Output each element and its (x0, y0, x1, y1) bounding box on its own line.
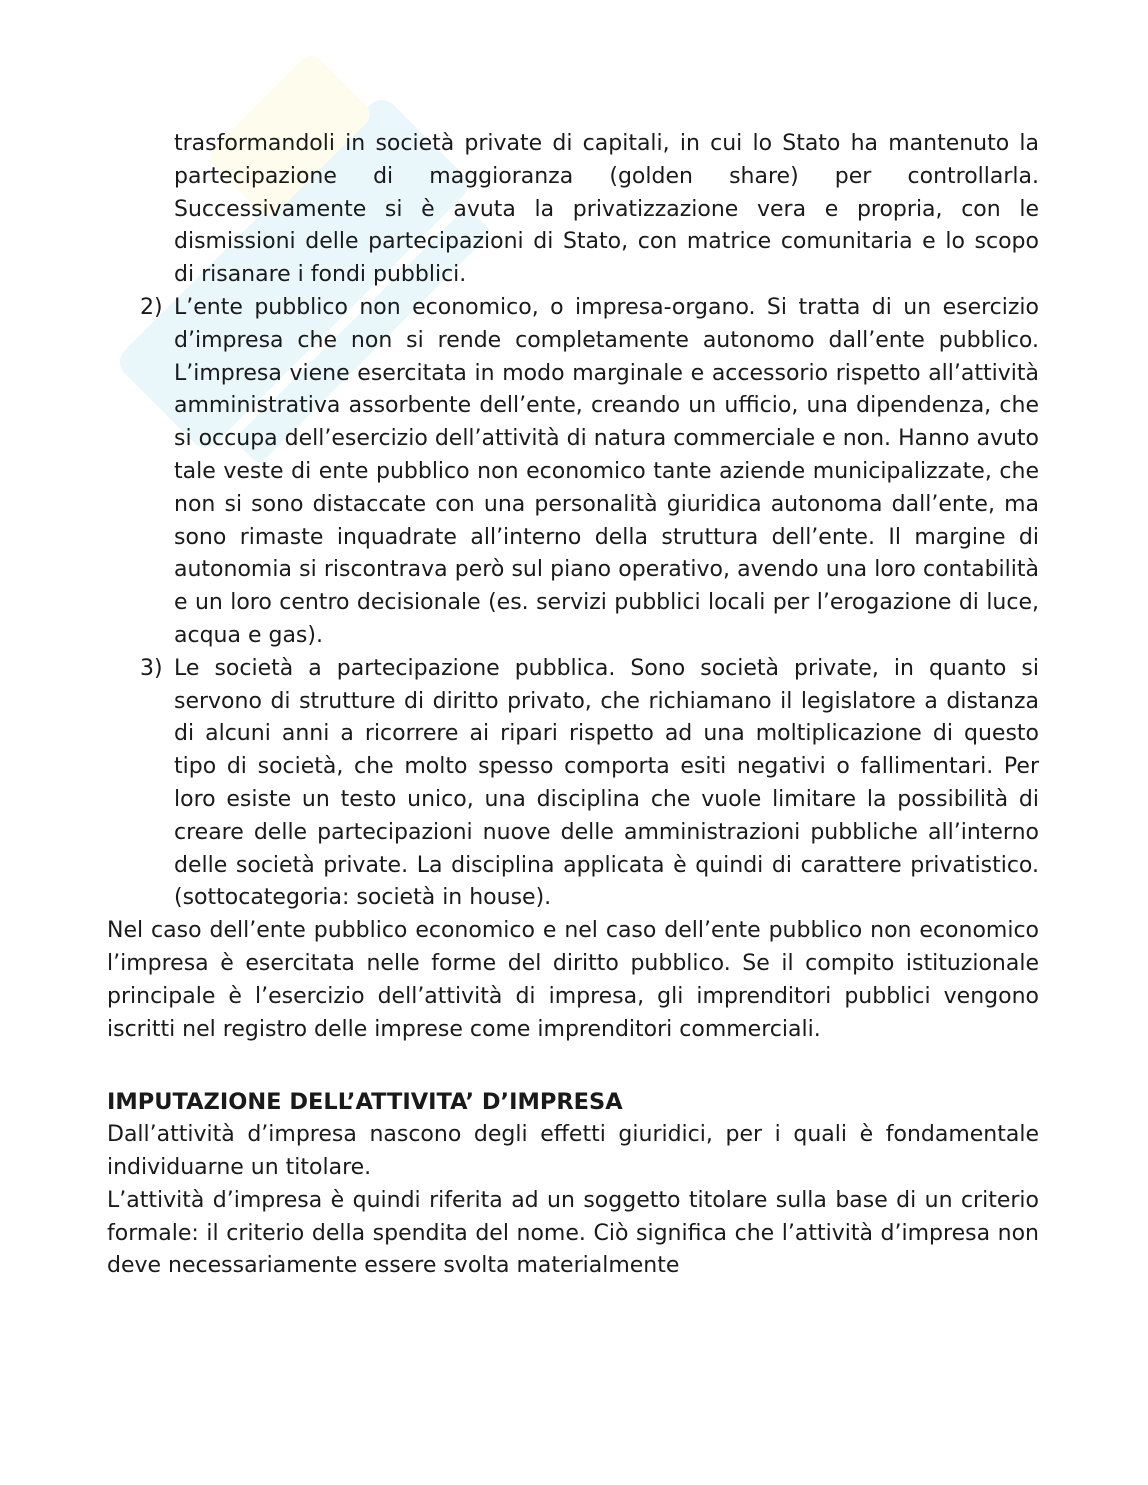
list-item (107, 653, 1039, 915)
continuation-paragraph: trasformandoli in società private di capitali, in cui lo Stato ha mantenuto la partecipazione di maggioranza (golden share) per controllarla. Successivamente si è avuta la privatizzazione vera e propria, con le dismissioni delle partecipazioni di Stato, con matrice comunitaria e lo scopo di risanare i fondi pubblici. (174, 131, 1039, 288)
body-paragraph: L’attività d’impresa è quindi riferita ad un soggetto titolare sulla base di un criterio formale: il criterio della spendita del nome. Ciò significa che l’attività d’impresa non deve necessariamente essere svolta materialmente (107, 1187, 1039, 1279)
numbered-list (107, 292, 1039, 915)
body-paragraph: Dall’attività d’impresa nascono degli effetti giuridici, per i quali è fondamentale individuarne un titolare. (107, 1122, 1039, 1180)
body-paragraph: Nel caso dell’ente pubblico economico e nel caso dell’ente pubblico non economico l’impresa è esercitata nelle forme del diritto pubblico. Se il compito istituzionale principale è l’esercizio dell’attività di impresa, gli imprenditori pubblici vengono iscritti nel registro delle imprese come imprenditori commerciali. (107, 918, 1039, 1042)
list-item-text: Le società a partecipazione pubblica. Sono società private, in quanto si servono di strutture di diritto privato, che richiamano il legislatore a distanza di alcuni anni a ricorrere ai ripari rispetto ad una moltiplicazione di questo tipo di società, che molto spesso comporta esiti negativi o fallimentari. Per loro esiste un testo unico, una disciplina che vuole limitare la possibilità di creare delle partecipazioni nuove delle amministrazioni pubbliche all’interno delle società private. La disciplina applicata è quindi di carattere privatistico. (sottocategoria: società in house). (174, 655, 1039, 911)
list-item (107, 292, 1039, 653)
document-body (107, 128, 1039, 1283)
list-item-number: 3) (140, 655, 163, 681)
list-item-text: L’ente pubblico non economico, o impresa-organo. Si tratta di un esercizio d’impresa che non si rende completamente autonomo dall’ente pubblico. L’impresa viene esercitata in modo marginale e accessorio rispetto all’attività amministrativa assorbente dell’ente, creando un ufficio, una dipendenza, che si occupa dell’esercizio dell’attività di natura commerciale e non. Hanno avuto tale veste di ente pubblico non economico tante aziende municipalizzate, che non si sono distaccate con una personalità giuridica autonoma dall’ente, ma sono rimaste inquadrate all’interno della struttura dell’ente. Il margine di autonomia si riscontrava però sul piano operativo, avendo una loro contabilità e un loro centro decisionale (es. servizi pubblici locali per l’erogazione di luce, acqua e gas). (174, 294, 1039, 648)
section-heading: IMPUTAZIONE DELL’ATTIVITA’ D’IMPRESA (107, 1089, 623, 1116)
list-item-number: 2) (140, 294, 163, 320)
